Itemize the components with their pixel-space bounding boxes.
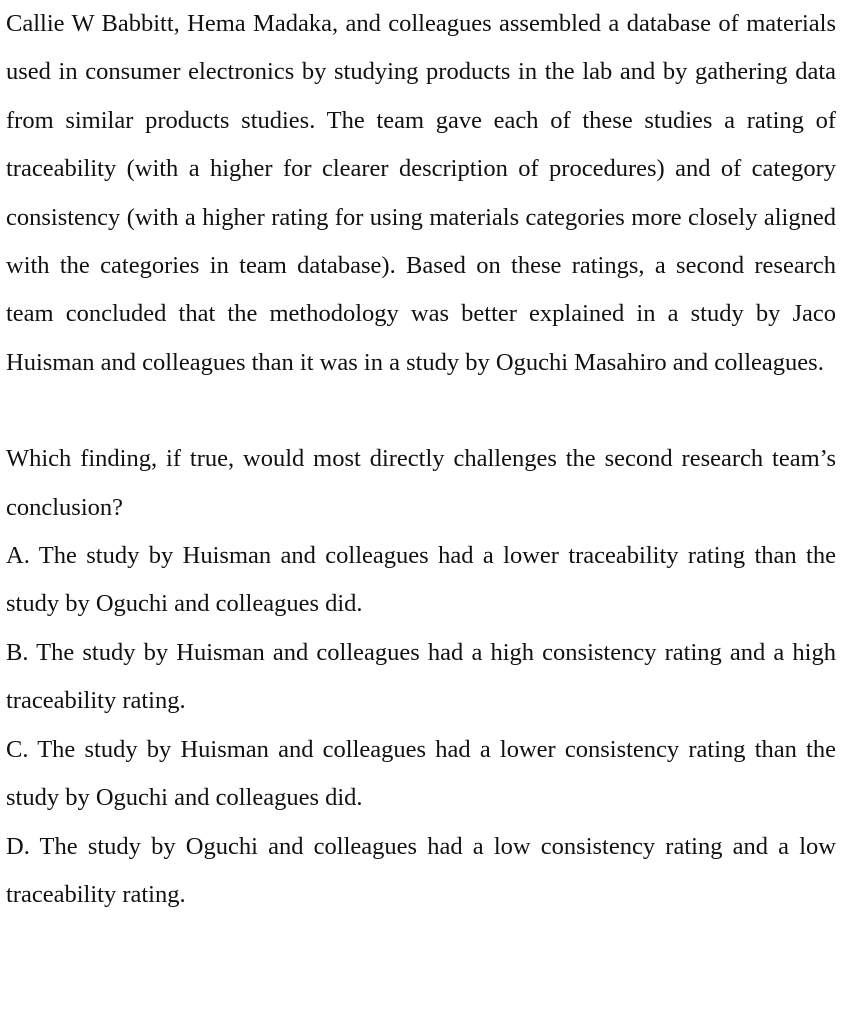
paragraph-spacer bbox=[6, 387, 836, 435]
answer-options bbox=[6, 532, 836, 919]
option-b[interactable]: B. The study by Huisman and colleagues had a high consistency rating and a high traceability rating. bbox=[6, 638, 836, 715]
option-d[interactable]: D. The study by Oguchi and colleagues had a low consistency rating and a low traceability rating. bbox=[6, 832, 836, 908]
option-a[interactable]: A. The study by Huisman and colleagues had a lower traceability rating than the study by Oguchi and colleagues did. bbox=[6, 542, 836, 618]
question-text: Which finding, if true, would most directly challenges the second research team’s conclusion? bbox=[6, 445, 836, 521]
option-c[interactable]: C. The study by Huisman and colleagues had a lower consistency rating than the study by Oguchi and colleagues did. bbox=[6, 735, 836, 812]
passage-text: Callie W Babbitt, Hema Madaka, and colleagues assembled a database of materials used in consumer electronics by studying products in the lab and by gathering data from similar products studies. The team gave each of these studies a rating of traceability (with a higher for clearer description of procedures) and of category consistency (with a higher rating for using materials categories more closely aligned with the categories in team database). Based on these ratings, a second research team concluded that the methodology was better explained in a study by Jaco Huisman and colleagues than it was in a study by Oguchi Masahiro and colleagues. bbox=[6, 10, 836, 376]
